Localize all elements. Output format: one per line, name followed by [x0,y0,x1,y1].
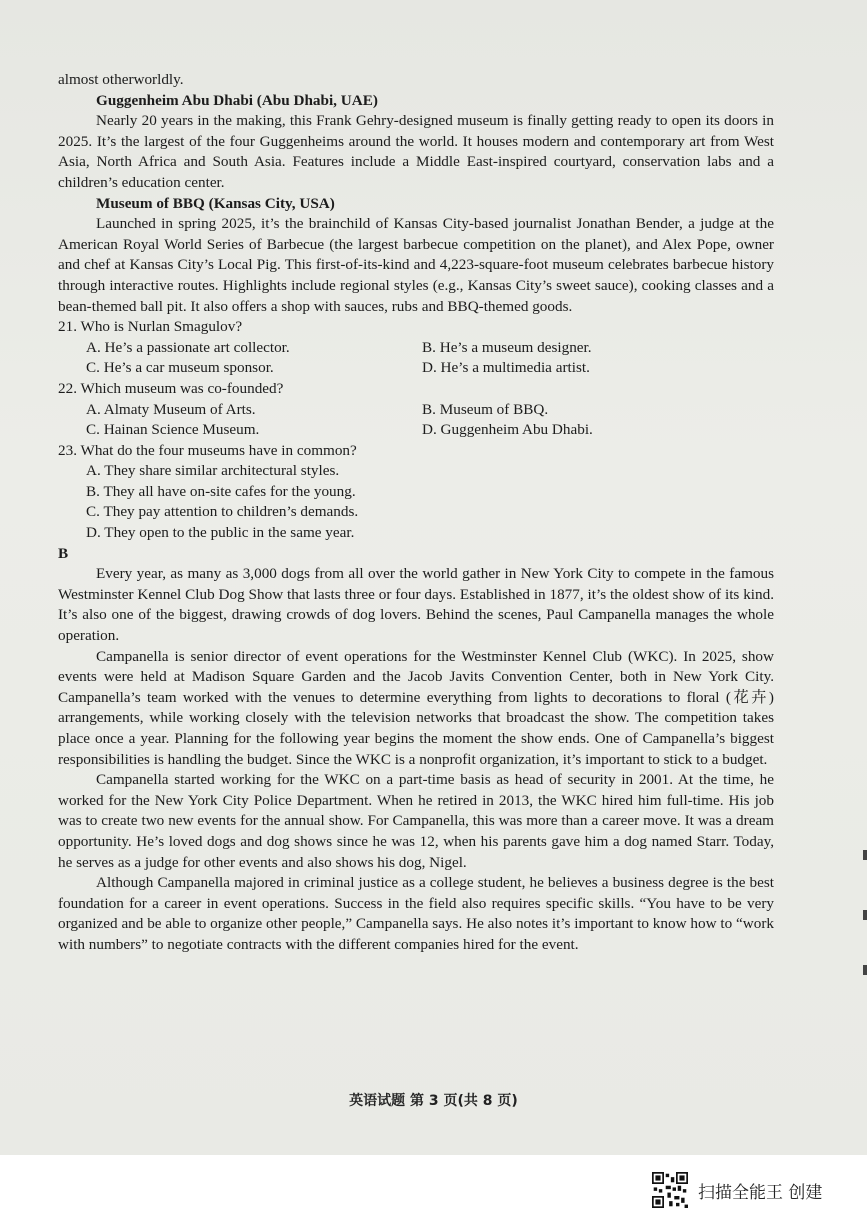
option-c: C. He’s a car museum sponsor. [86,359,274,377]
option-b: B. Museum of BBQ. [422,400,549,418]
scan-edge-mark [863,850,867,860]
option-c: C. They pay attention to children’s demands. [86,503,359,521]
option-d: D. He’s a multimedia artist. [422,359,590,377]
question-stem: 23. What do the four museums have in common? [58,441,357,459]
option-a: A. They share similar architectural styles. [86,462,340,480]
bbq-paragraph: Launched in spring 2025, it’s the brainchild of Kansas City-based journalist Jonathan Bender, a judge at the American Royal World Series of Barbecue (the largest barbecue competition on the planet), and Alex Pope, owner and chef at Kansas City’s Local Pig. This first-of-its-kind and 4,223-square-foot museum celebrates barbecue history through interactive routes. Highlights include regional styles (e.g., Kansas City’s sweet sauce), cooking classes and a bean-themed ball pit. It also offers a shop with sauces, rubs and BBQ-themed goods. [58,215,774,315]
page-content [58,70,774,956]
section-b-paragraph-1: Every year, as many as 3,000 dogs from all over the world gather in New York City to compete in the famous Westminster Kennel Club Dog Show that lasts three or four days. Established in 1877, it’s the oldest show of its kind. It’s also one of the biggest, drawing crowds of dog lovers. Behind the scenes, Paul Campanella manages the whole operation. [58,565,774,645]
options [58,400,774,441]
option-c: C. Hainan Science Museum. [86,421,260,439]
bbq-heading: Museum of BBQ (Kansas City, USA) [96,194,335,212]
page-footer: 英语试题 第 3 页(共 8 页) [349,1093,518,1109]
scanner-watermark [652,1172,822,1208]
option-d: D. They open to the public in the same year. [86,524,355,542]
watermark-text: 扫描全能王 创建 [698,1182,823,1203]
guggenheim-paragraph: Nearly 20 years in the making, this Frank Gehry-designed museum is finally getting ready to open its doors in 2025. It’s the largest of the four Guggenheims around the world. It houses modern and contemporary art from West Asia, North Africa and South Asia. Features include a Middle East-inspired courtyard, conservation labs and a children’s education center. [58,112,774,191]
scan-edge-mark [863,965,867,975]
options [58,461,774,543]
option-d: D. Guggenheim Abu Dhabi. [422,421,593,439]
qr-code-icon [652,1172,688,1208]
section-b-paragraph-3: Campanella started working for the WKC on a part-time basis as head of security in 2001. At the time, he worked for the New York City Police Department. When he retired in 2013, the WKC hired him full-time. His job was to create two new events for the annual show. For Campanella, this was more than a career move. It was a dream opportunity. He’s loved dogs and dog shows since he was 12, when his parents gave him a dog named Starr. Today, he serves as a judge for other events and also shows his dog, Nigel. [58,771,774,871]
question-22 [58,379,774,441]
question-23 [58,441,774,544]
options [58,338,774,379]
scan-edge-mark [863,910,867,920]
question-stem: 21. Who is Nurlan Smagulov? [58,318,243,336]
section-b-label: B [58,544,69,562]
question-stem: 22. Which museum was co-founded? [58,379,284,397]
option-b: B. They all have on-site cafes for the young. [86,482,356,500]
intro-tail: almost otherworldly. [58,71,184,88]
option-a: A. He’s a passionate art collector. [86,338,290,356]
option-a: A. Almaty Museum of Arts. [86,400,256,418]
option-b: B. He’s a museum designer. [422,338,592,356]
section-b-paragraph-2: Campanella is senior director of event operations for the Westminster Kennel Club (WKC). In 2025, show events were held at Madison Square Garden and the Jacob Javits Convention Center, both in New York City. Campanella’s team worked with the venues to determine everything from lights to decorations to floral (花卉) arrangements, while working closely with the television networks that broadcast the show. The competition takes place once a year. Planning for the following year begins the moment the show ends. One of Campanella’s biggest responsibilities is handling the budget. Since the WKC is a nonprofit organization, it’s important to stick to a budget. [58,647,774,768]
guggenheim-heading: Guggenheim Abu Dhabi (Abu Dhabi, UAE) [96,91,378,109]
question-21 [58,317,774,379]
section-b-paragraph-4: Although Campanella majored in criminal justice as a college student, he believes a business degree is the best foundation for a career in event operations. Success in the field also requires specific skills. “You have to be very organized and be able to organize other people,” Campanella says. He also notes it’s important to know how to “work with numbers” to negotiate contracts with the different companies hired for the event. [58,874,774,953]
